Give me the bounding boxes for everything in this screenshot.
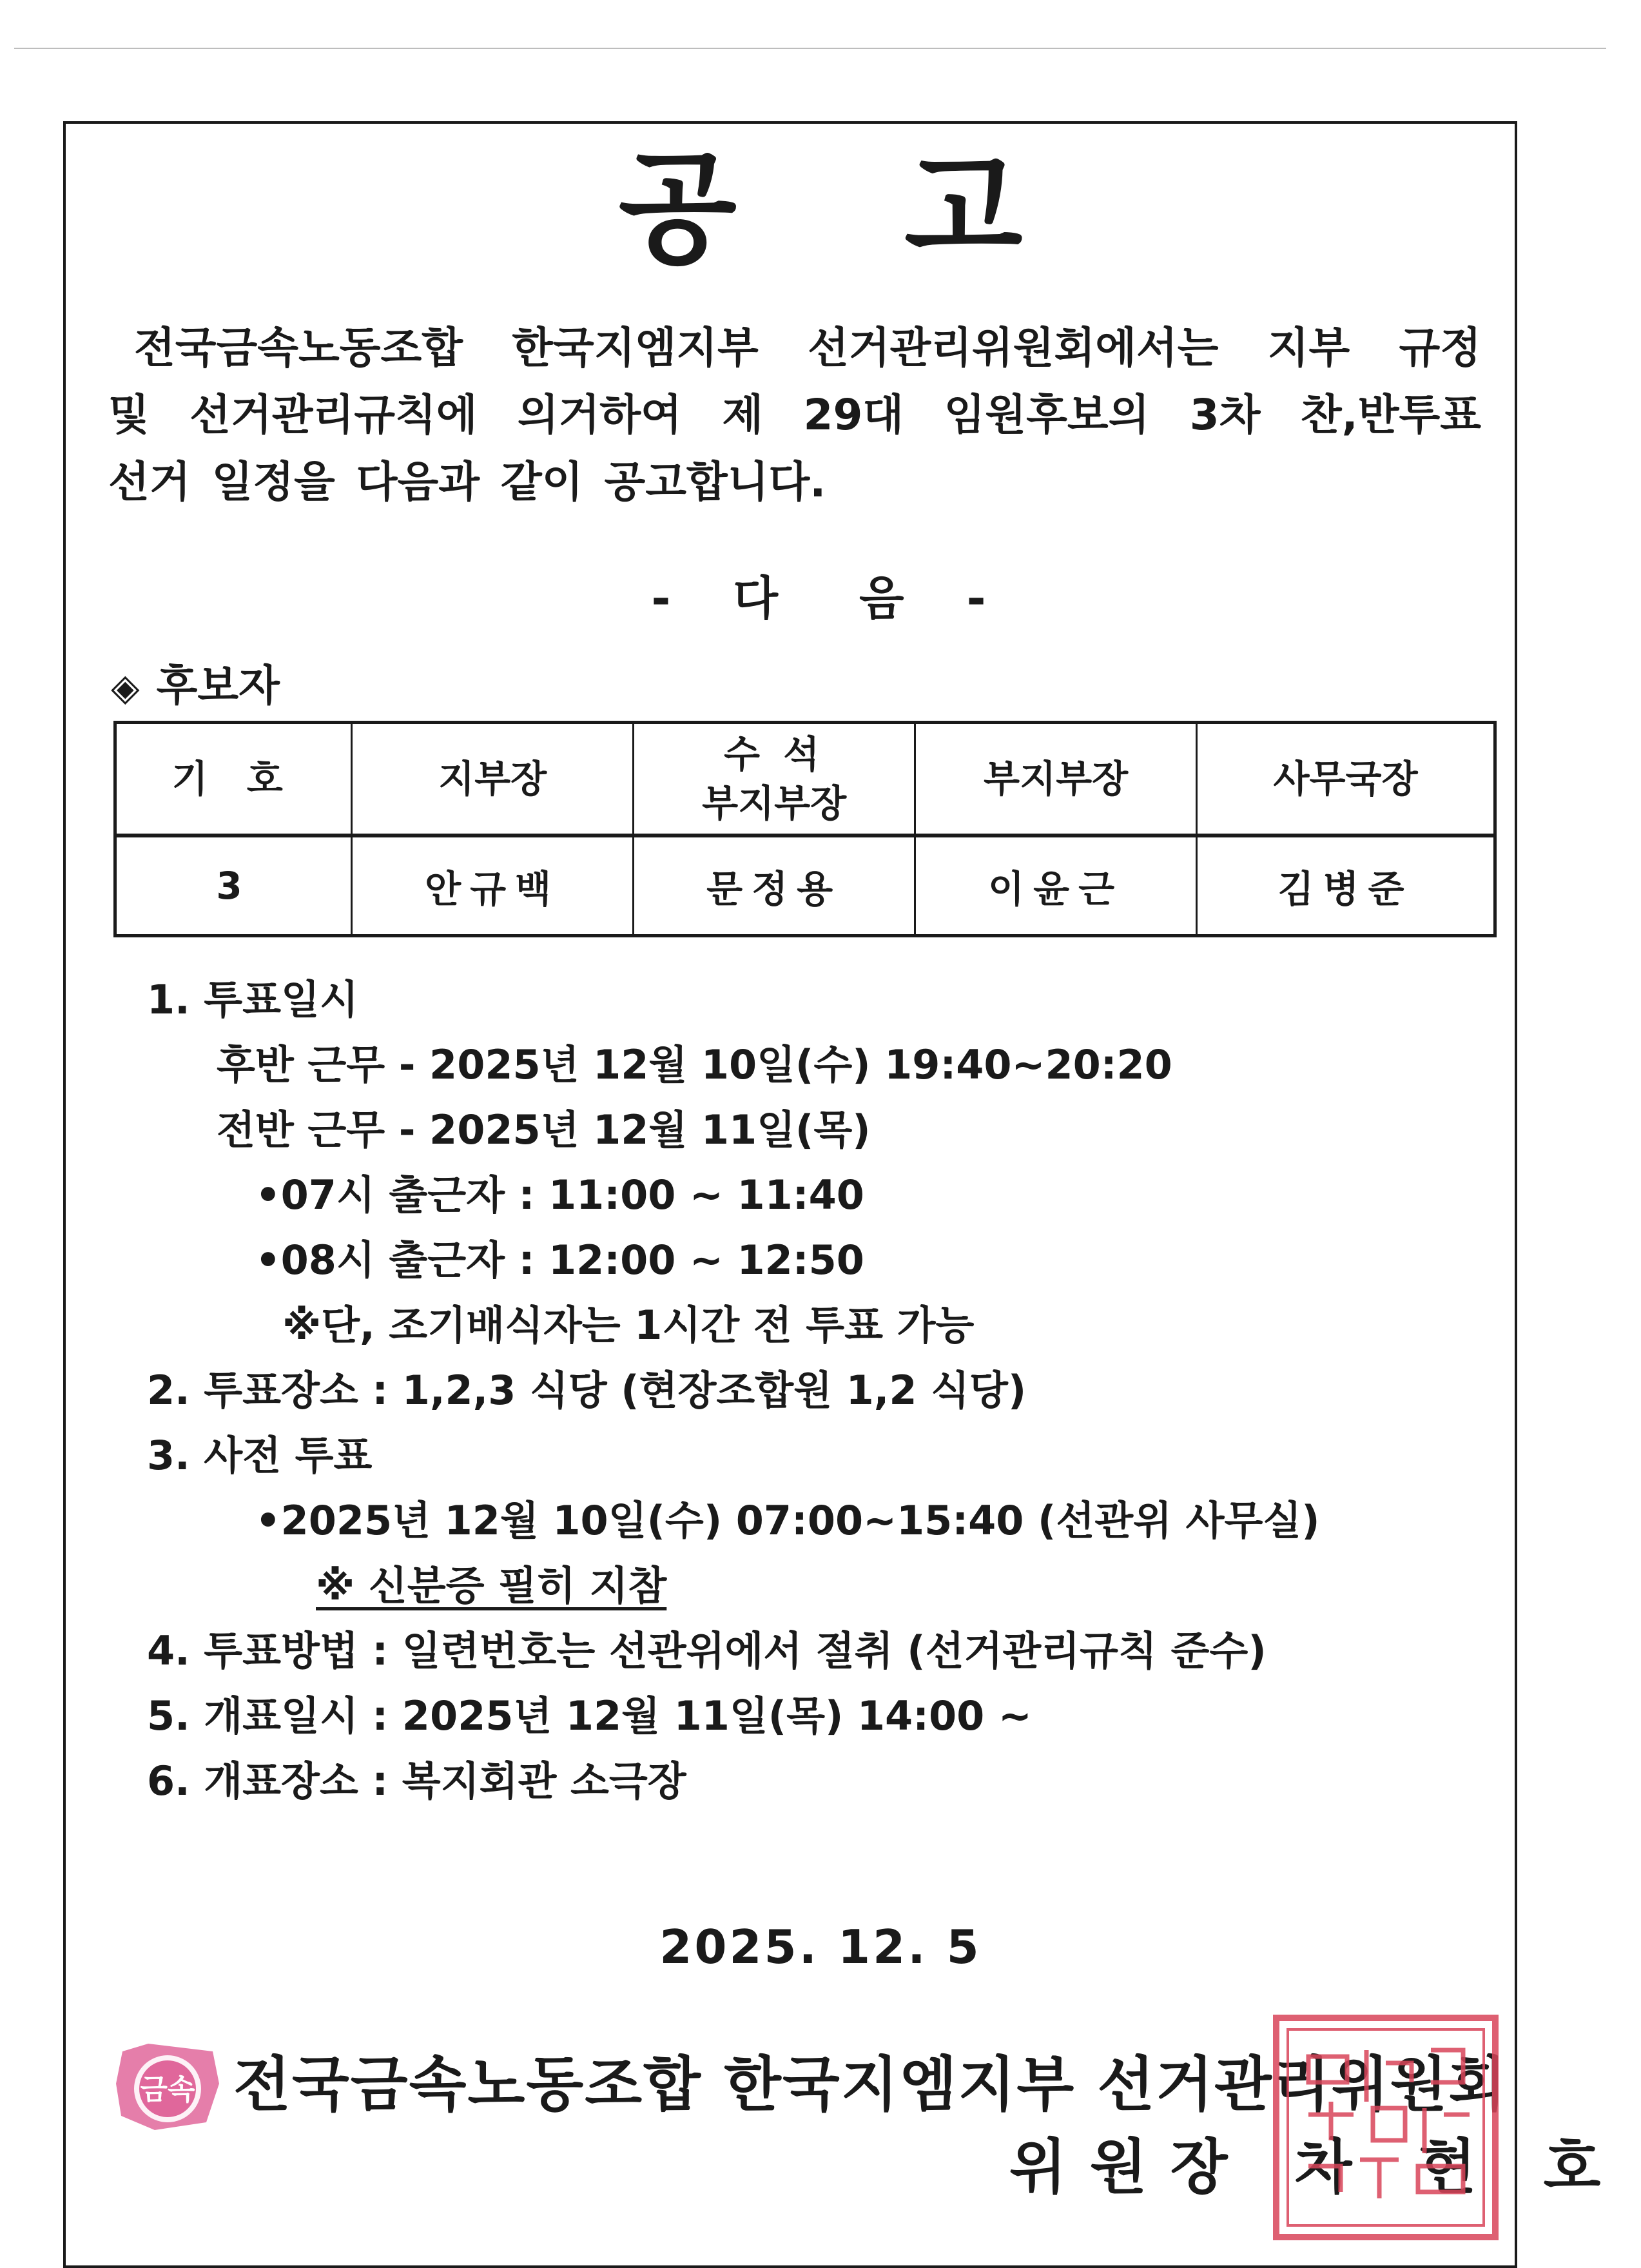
official-seal-icon — [1257, 2005, 1515, 2250]
header-senior-vice-line1: 수 석 — [724, 732, 825, 776]
cell-vice: 이윤근 — [915, 836, 1197, 936]
cell-president: 안규백 — [352, 836, 634, 936]
candidates-heading-text: 후보자 — [156, 661, 280, 710]
header-president: 지부장 — [352, 723, 634, 836]
header-senior-vice — [634, 723, 915, 836]
title-char-2: 고 — [904, 138, 1023, 280]
section-divider-next — [0, 561, 1641, 628]
item-3-detail: •2025년 12월 10일(수) 07:00~15:40 (선관위 사무실) — [255, 1497, 1320, 1544]
notice-date: 2025. 12. 5 — [659, 1920, 982, 1974]
page-title — [0, 138, 1641, 280]
next-char-2: 음 — [859, 571, 908, 625]
item-1-note: ※단, 조기배식자는 1시간 전 투표 가능 — [282, 1302, 975, 1349]
intro-line-1: 전국금속노동조합 한국지엠지부 선거관리위원회에서는 지부 규정 — [134, 323, 1481, 373]
id-required-note: ※ 신분증 필히 지참 — [316, 1562, 667, 1609]
intro-paragraph — [108, 315, 1481, 516]
organization-name: 전국금속노동조합 한국지엠지부 선거관리위원회 — [233, 2050, 1508, 2119]
item-3-title: 3. 사전 투표 — [147, 1432, 373, 1479]
header-vice: 부지부장 — [915, 723, 1197, 836]
svg-text:금속: 금속 — [140, 2073, 195, 2106]
item-6-count-location: 6. 개표장소 : 복지회관 소극장 — [147, 1757, 686, 1804]
schedule-list — [147, 967, 1500, 1813]
table-header-row — [115, 723, 1495, 836]
item-5-count-time: 5. 개표일시 : 2025년 12월 11일(목) 14:00 ~ — [147, 1692, 1032, 1739]
header-senior-vice-line2: 부지부장 — [702, 781, 847, 825]
top-rule — [14, 48, 1606, 49]
candidates-table — [113, 721, 1497, 937]
item-1-early-shift: 전반 근무 - 2025년 12월 11일(목) — [217, 1106, 871, 1153]
item-1-08-shift: •08시 출근자 : 12:00 ~ 12:50 — [255, 1237, 864, 1284]
header-symbol: 기 호 — [115, 723, 352, 836]
cell-senior-vice: 문정용 — [634, 836, 915, 936]
cell-symbol: 3 — [115, 836, 352, 936]
union-logo-icon — [110, 2038, 226, 2135]
next-char-1: 다 — [733, 571, 782, 625]
item-1-07-shift: •07시 출근자 : 11:00 ~ 11:40 — [255, 1171, 864, 1218]
intro-line-3: 선거 일정을 다음과 같이 공고합니다. — [108, 457, 826, 507]
dash-right: - — [966, 571, 990, 625]
item-4-method: 4. 투표방법 : 일련번호는 선관위에서 절취 (선거관리규칙 준수) — [147, 1627, 1267, 1674]
item-3-note — [147, 1553, 1500, 1618]
table-row — [115, 836, 1495, 936]
item-1-late-shift: 후반 근무 - 2025년 12월 10일(수) 19:40~20:20 — [217, 1041, 1172, 1088]
header-secretary: 사무국장 — [1197, 723, 1495, 836]
item-2-location: 2. 투표장소 : 1,2,3 식당 (현장조합원 1,2 식당) — [147, 1367, 1027, 1414]
intro-line-2: 및 선거관리규칙에 의거하여 제 29대 임원후보의 3차 찬,반투표 — [108, 390, 1481, 440]
chairperson-name: 위원장 차 현 호 — [1009, 2133, 1624, 2202]
title-char-1: 공 — [618, 138, 737, 280]
diamond-icon: ◈ — [111, 665, 140, 709]
dash-left: - — [651, 571, 675, 625]
item-1-title: 1. 투표일시 — [147, 976, 358, 1023]
cell-secretary: 김병준 — [1197, 836, 1495, 936]
candidates-heading — [111, 651, 280, 712]
